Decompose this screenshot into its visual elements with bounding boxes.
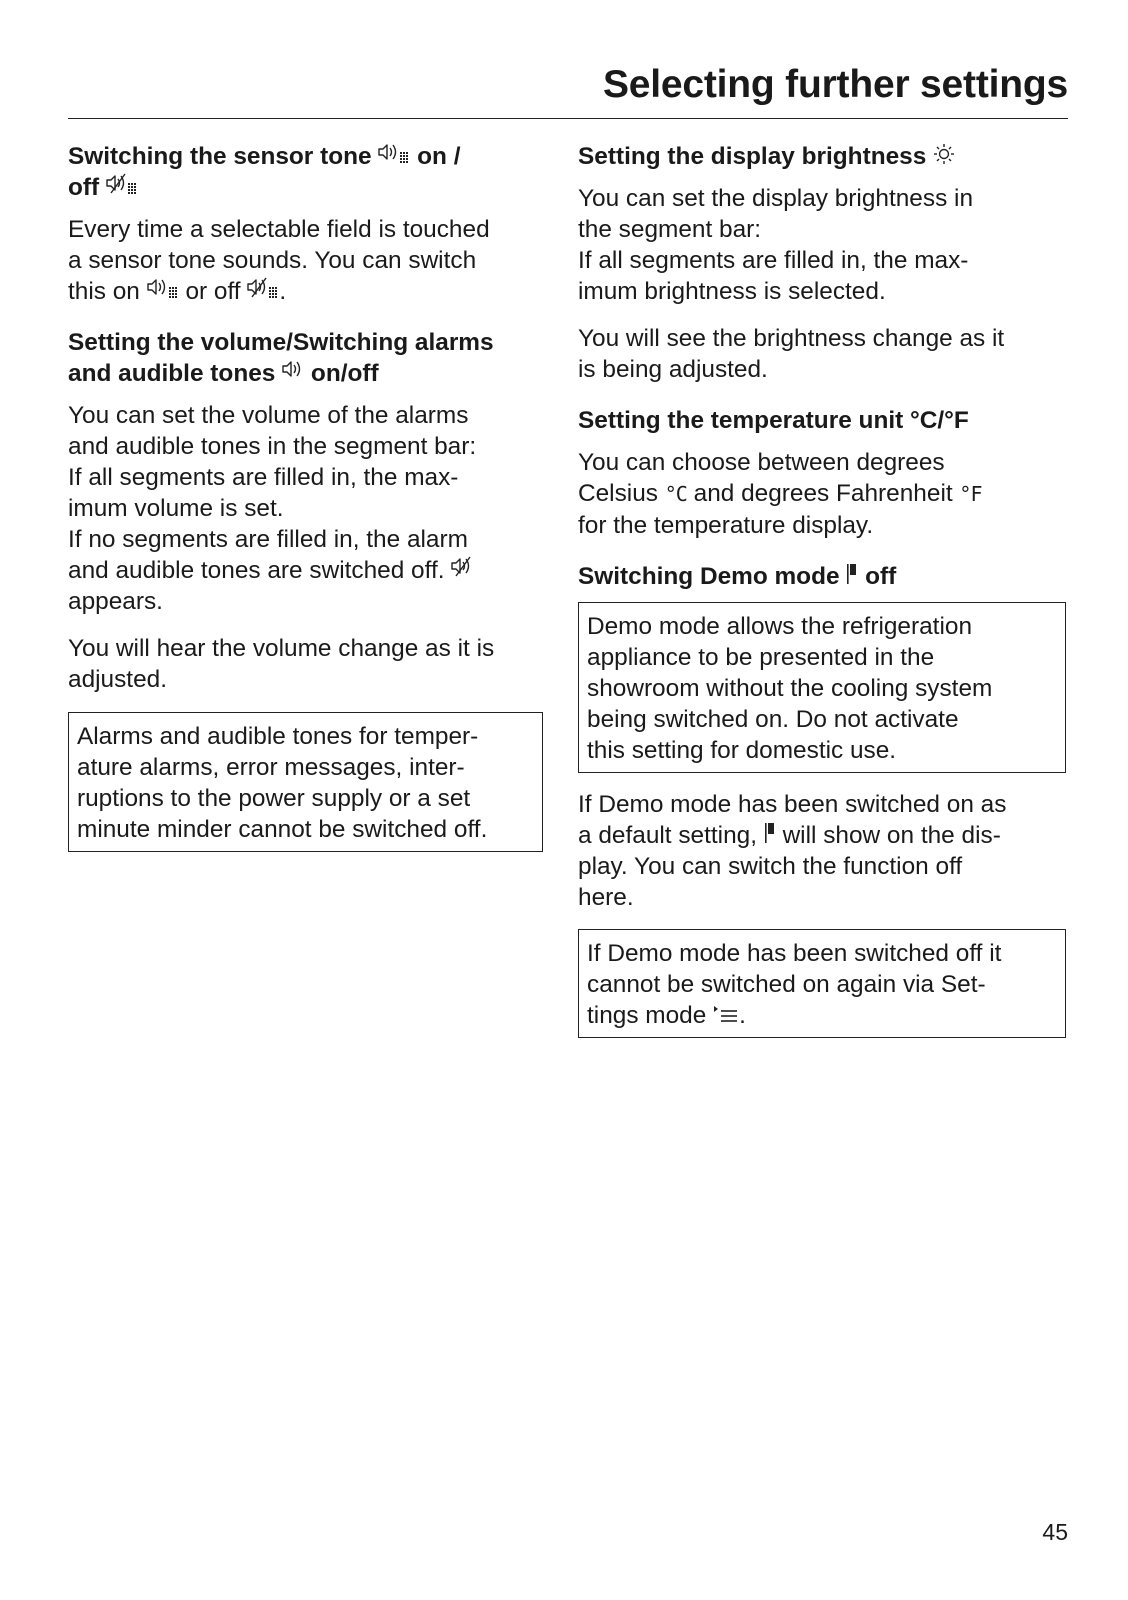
- volume-heading-line: and audible tones: [68, 360, 276, 387]
- text-line: ruptions to the power supply or a set: [77, 785, 471, 812]
- text-line: Demo mode allows the refrigeration: [587, 613, 973, 640]
- text-line: ature alarms, error messages, inter-: [77, 754, 465, 781]
- text-span: a default setting,: [578, 822, 757, 849]
- fahrenheit-symbol: °F: [959, 482, 982, 506]
- speaker-off-keypad-icon: [106, 173, 138, 195]
- text-line: for the temperature display.: [578, 512, 874, 539]
- text-line: Every time a selectable field is touched: [68, 216, 490, 243]
- text-line: You can choose between degrees: [578, 449, 945, 476]
- sensor-tone-heading-text: Switching the sensor tone: [68, 143, 372, 170]
- text-line: If Demo mode has been switched on as: [578, 791, 1007, 818]
- sensor-tone-heading-on: on /: [417, 143, 461, 170]
- text-line: play. You can switch the function off: [578, 853, 963, 880]
- text-line: minute minder cannot be switched off.: [77, 816, 488, 843]
- right-column: [578, 141, 1066, 1038]
- page-number: 45: [1042, 1519, 1068, 1545]
- text-span: or off: [185, 278, 241, 305]
- text-line: If no segments are filled in, the alarm: [68, 526, 468, 553]
- text-span: and degrees Fahrenheit: [693, 480, 953, 507]
- text-line: this setting for domestic use.: [587, 737, 897, 764]
- volume-heading-line: Setting the volume/Switching alarms: [68, 329, 494, 356]
- text-line: cannot be switched on again via Set-: [587, 971, 986, 998]
- text-span: .: [279, 278, 287, 305]
- temperature-heading: Setting the temperature unit °C/°F: [578, 407, 969, 434]
- text-line: showroom without the cooling system: [587, 675, 993, 702]
- text-span: tings mode: [587, 1002, 707, 1029]
- text-span: will show on the dis-: [782, 822, 1001, 849]
- text-line: imum brightness is selected.: [578, 278, 886, 305]
- text-line: You will see the brightness change as it: [578, 325, 1005, 352]
- volume-body: [68, 400, 543, 617]
- brightness-body: [578, 183, 1066, 307]
- text-line: here.: [578, 884, 634, 911]
- demo-heading-off: off: [865, 563, 897, 590]
- text-span: Celsius: [578, 480, 658, 507]
- temperature-body: [578, 447, 1066, 541]
- demo-heading: [578, 561, 1066, 592]
- demo-note-box: [578, 929, 1066, 1038]
- left-column: [68, 141, 543, 852]
- brightness-see-paragraph: [578, 323, 1066, 385]
- demo-info-box: [578, 602, 1066, 773]
- speaker-off-icon: [451, 556, 475, 578]
- speaker-on-keypad-icon: [147, 277, 179, 299]
- text-line: If all segments are filled in, the max-: [68, 464, 459, 491]
- text-line: You can set the display brightness in: [578, 185, 974, 212]
- text-line: If all segments are filled in, the max-: [578, 247, 969, 274]
- volume-heading-onoff: on/off: [310, 360, 379, 387]
- text-line: a sensor tone sounds. You can switch: [68, 247, 477, 274]
- text-line: Alarms and audible tones for temper-: [77, 723, 479, 750]
- speaker-on-keypad-icon: [378, 142, 410, 164]
- demo-body: [578, 789, 1066, 913]
- text-span: and audible tones are switched off.: [68, 557, 445, 584]
- header-divider: [68, 118, 1068, 119]
- sensor-tone-heading: [68, 141, 543, 203]
- celsius-symbol: °C: [664, 482, 687, 506]
- brightness-heading-text: Setting the display brightness: [578, 143, 927, 170]
- text-line: If Demo mode has been switched off it: [587, 940, 1002, 967]
- text-line: appliance to be presented in the: [587, 644, 935, 671]
- text-line: You can set the volume of the alarms: [68, 402, 469, 429]
- text-line: the segment bar:: [578, 216, 762, 243]
- alarms-note-box: [68, 712, 543, 852]
- text-line: appears.: [68, 588, 163, 615]
- demo-heading-text: Switching Demo mode: [578, 563, 840, 590]
- speaker-off-keypad-icon: [247, 277, 279, 299]
- speaker-icon: [282, 359, 304, 381]
- brightness-heading: [578, 141, 1066, 172]
- text-line: is being adjusted.: [578, 356, 768, 383]
- settings-mode-icon: [713, 1003, 739, 1023]
- sensor-tone-body: [68, 214, 543, 307]
- demo-mode-icon: [764, 821, 776, 843]
- text-span: .: [739, 1002, 746, 1029]
- sensor-tone-heading-off: off: [68, 174, 100, 201]
- volume-heading: [68, 327, 543, 389]
- sun-icon: [933, 142, 955, 164]
- text-line: adjusted.: [68, 666, 167, 693]
- text-span: this on: [68, 278, 140, 305]
- page-title: Selecting further settings: [602, 63, 1068, 106]
- text-line: and audible tones in the segment bar:: [68, 433, 477, 460]
- text-line: imum volume is set.: [68, 495, 284, 522]
- text-line: You will hear the volume change as it is: [68, 635, 495, 662]
- text-line: being switched on. Do not activate: [587, 706, 959, 733]
- volume-hear-paragraph: [68, 633, 543, 695]
- demo-mode-icon: [846, 562, 858, 584]
